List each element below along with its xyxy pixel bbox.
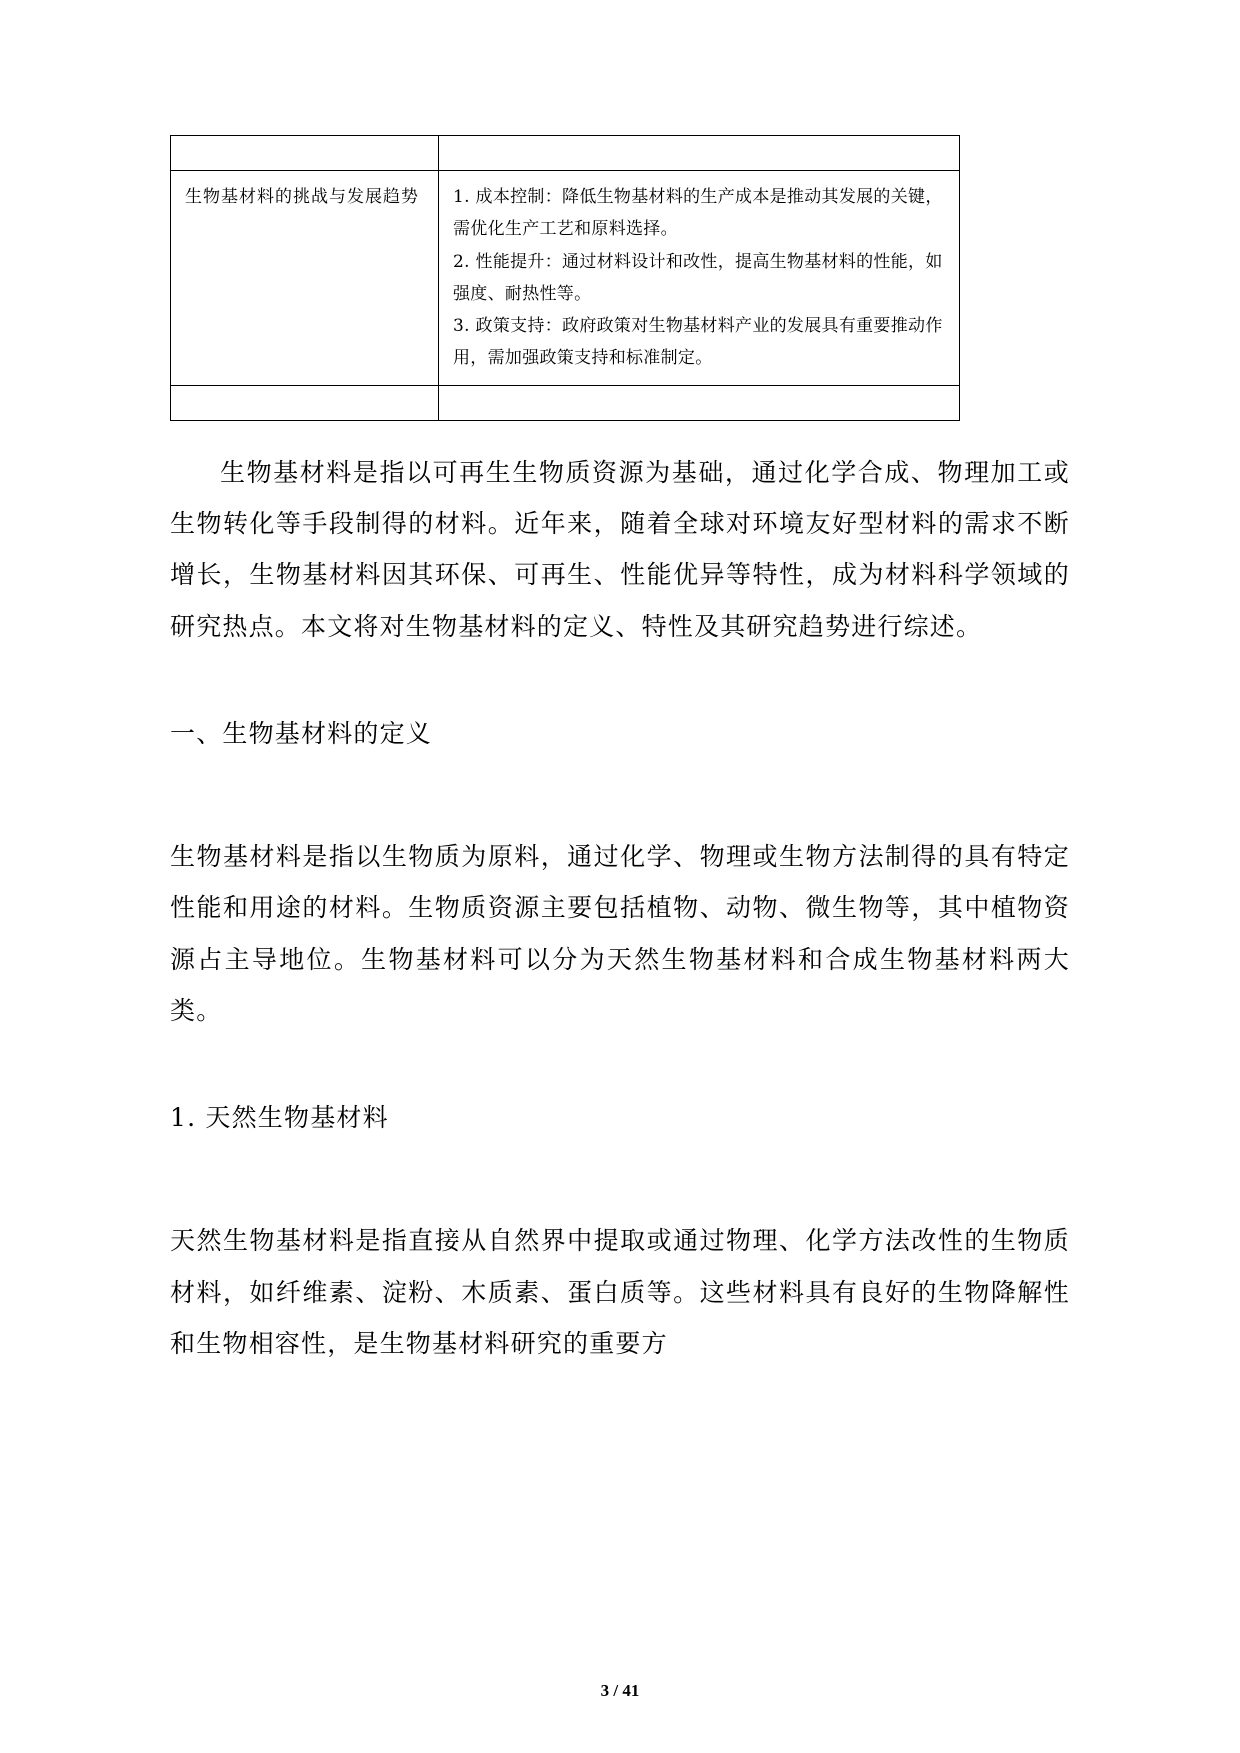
subsection-1-body: 天然生物基材料是指直接从自然界中提取或通过物理、化学方法改性的生物质材料，如纤维素、淀粉、木质素、蛋白质等。这些材料具有良好的生物降解性和生物相容性，是生物基材料研究的重要方 [170, 1226, 1070, 1358]
table-cell-empty-right [439, 136, 960, 171]
content-table [170, 135, 960, 421]
table-cell-empty-right-2 [439, 385, 960, 420]
subsection-heading-1: 1. 天然生物基材料 [170, 1103, 389, 1133]
section-heading-1: 一、生物基材料的定义 [170, 718, 433, 748]
table-row [171, 171, 960, 386]
table-cell-topic: 生物基材料的挑战与发展趋势 [171, 171, 439, 386]
list-item: 1. 成本控制：降低生物基材料的生产成本是推动其发展的关键，需优化生产工艺和原料选择。 [453, 187, 943, 240]
table-cell-empty-left-2 [171, 385, 439, 420]
table-row [171, 385, 960, 420]
list-item: 2. 性能提升：通过材料设计和改性，提高生物基材料的性能，如强度、耐热性等。 [453, 251, 943, 304]
spacer [170, 1036, 1070, 1092]
table-cell-details [439, 171, 960, 386]
spacer [170, 652, 1070, 708]
table-row [171, 136, 960, 171]
page-number: 3 / 41 [600, 1681, 640, 1700]
list-item: 3. 政策支持：政府政策对生物基材料产业的发展具有重要推动作用，需加强政策支持和标准制定。 [453, 316, 943, 369]
spacer [170, 759, 1070, 805]
section-1-body: 生物基材料是指以生物质为原料，通过化学、物理或生物方法制得的具有特定性能和用途的材料。生物质资源主要包括植物、动物、微生物等，其中植物资源占主导地位。生物基材料可以分为天然生物基材料和合成生物基材料两大类。 [170, 842, 1070, 1025]
spacer [170, 1143, 1070, 1189]
intro-paragraph: 生物基材料是指以可再生生物质资源为基础，通过化学合成、物理加工或生物转化等手段制得的材料。近年来，随着全球对环境友好型材料的需求不断增长，生物基材料因其环保、可再生、性能优异等特性，成为材料科学领域的研究热点。本文将对生物基材料的定义、特性及其研究趋势进行综述。 [170, 457, 1070, 641]
table-cell-empty-left [171, 136, 439, 171]
